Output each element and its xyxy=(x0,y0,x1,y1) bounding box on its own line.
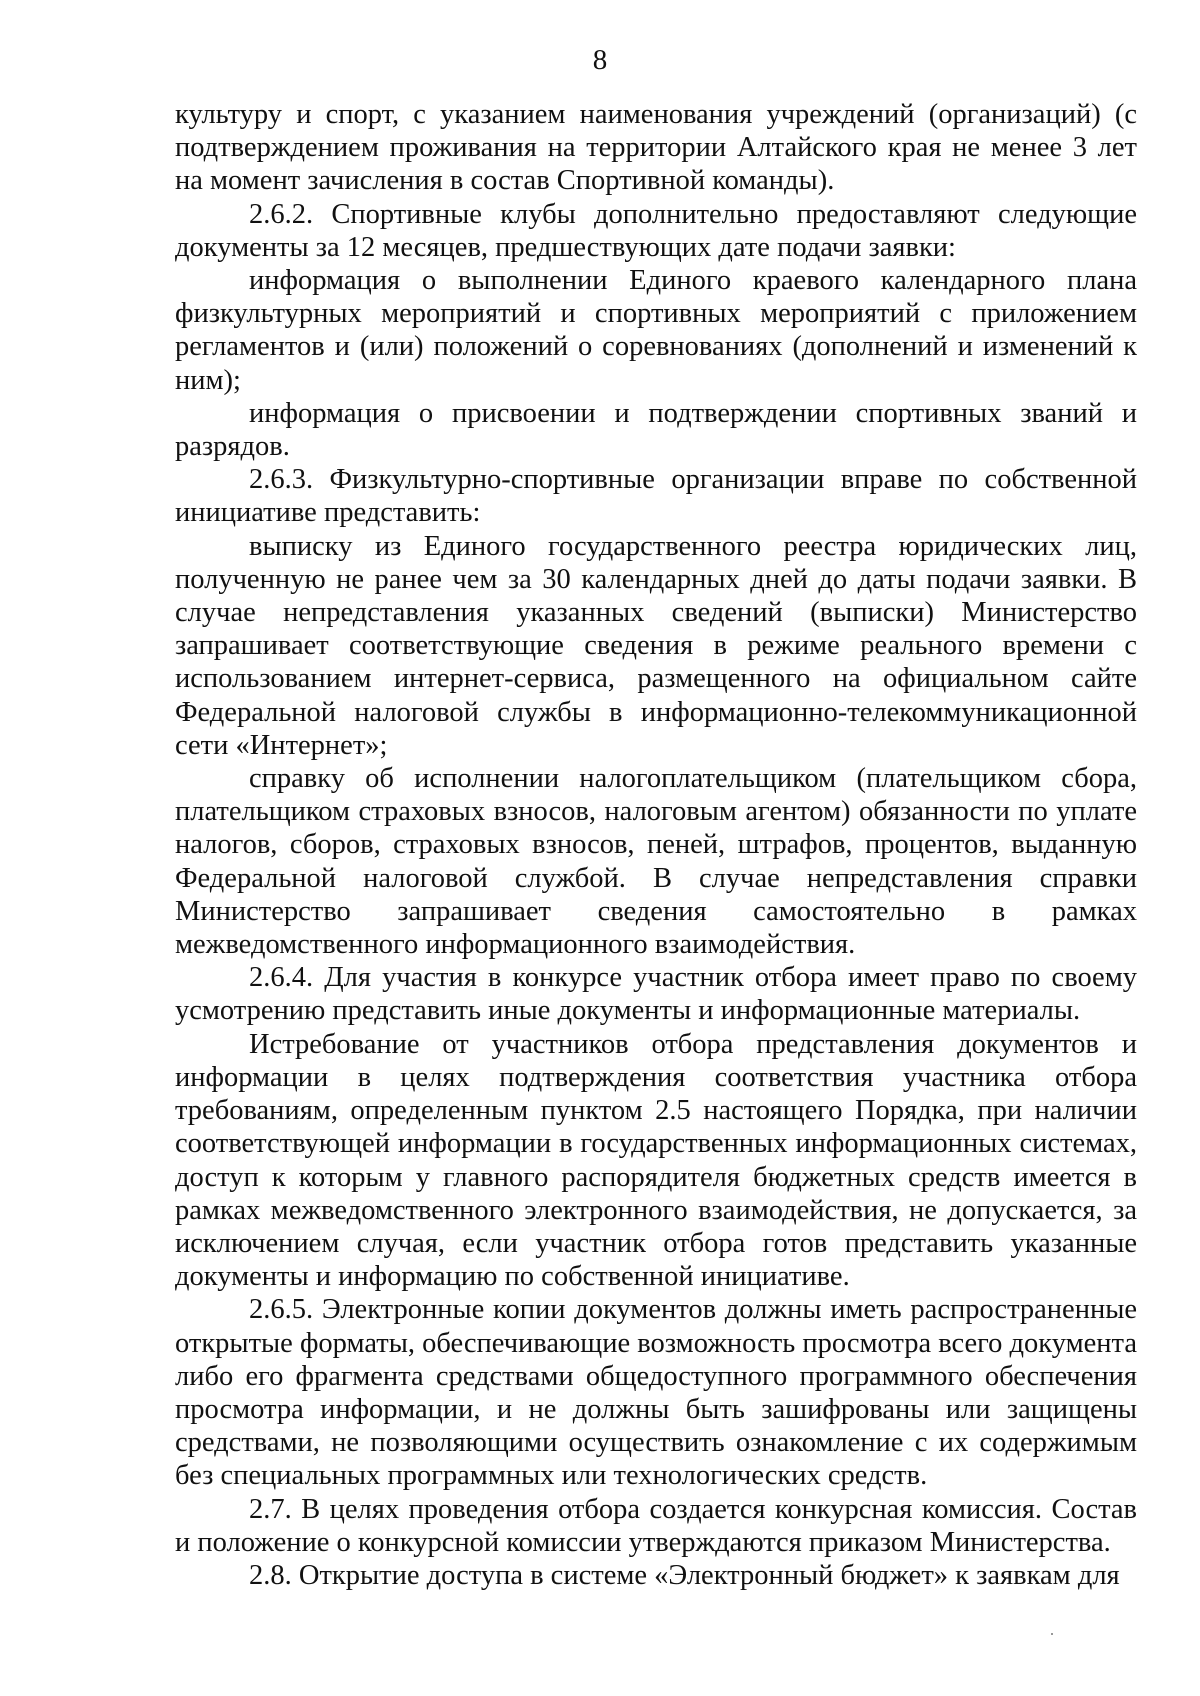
paragraph-sports-titles-info: информация о присвоении и подтверждении спортивных званий и разрядов. xyxy=(175,397,1137,463)
paragraph-2-6-3: 2.6.3. Физкультурно-спортивные организации вправе по собственной инициативе представить: xyxy=(175,464,1137,529)
document-body xyxy=(175,98,1137,1592)
page-number: 8 xyxy=(592,44,608,76)
paragraph-2-7: 2.7. В целях проведения отбора создается конкурсная комиссия. Состав и положение о конкурсной комиссии утверждаются приказом Министерства. xyxy=(175,1493,1137,1558)
paragraph-registry-extract: выписку из Единого государственного реестра юридических лиц, полученную не ранее чем за 30 календарных дней до даты подачи заявки. В случае непредставления указанных сведений (выписки) Министерство запрашивает соответствующие сведения в режиме реального времени с использованием интернет-сервиса, размещенного на официальном сайте Федеральной налоговой службы в информационно-телекоммуникационной сети «Интернет»; xyxy=(175,530,1137,761)
paragraph-tax-certificate: справку об исполнении налогоплательщиком (плательщиком сбора, плательщиком страховых взносов, налоговым агентом) обязанности по уплате налогов, сборов, страховых взносов, пеней, штрафов, процентов, выданную Федеральной налоговой службой. В случае непредставления справки Министерство запрашивает сведения самостоятельно в рамках межведомственного информационного взаимодействия. xyxy=(175,763,1137,961)
paragraph-document-request: Истребование от участников отбора представления документов и информации в целях подтверждения соответствия участника отбора требованиям, определенным пунктом 2.5 настоящего Порядка, при наличии соответствующей информации в государственных информационных системах, доступ к которым у главного распорядителя бюджетных средств имеется в рамках межведомственного электронного взаимодействия, не допускается, за исключением случая, если участник отбора готов представить указанные документы и информацию по собственной инициативе. xyxy=(175,1028,1137,1293)
paragraph-2-6-4: 2.6.4. Для участия в конкурсе участник отбора имеет право по своему усмотрению представить иные документы и информационные материалы. xyxy=(175,962,1137,1027)
paragraph-continuation: культуру и спорт, с указанием наименования учреждений (организаций) (с подтверждением проживания на территории Алтайского края не менее 3 лет на момент зачисления в состав Спортивной команды). xyxy=(175,99,1137,197)
paragraph-2-8: 2.8. Открытие доступа в системе «Электронный бюджет» к заявкам для xyxy=(249,1559,1120,1591)
paragraph-calendar-plan-info: информация о выполнении Единого краевого календарного плана физкультурных мероприятий и спортивных мероприятий с приложением регламентов и (или) положений о соревнованиях (дополнений и изменений к ним); xyxy=(175,265,1137,396)
scan-artifact-dot xyxy=(1051,1633,1053,1635)
paragraph-2-6-2: 2.6.2. Спортивные клубы дополнительно предоставляют следующие документы за 12 месяцев, предшествующих дате подачи заявки: xyxy=(175,198,1137,263)
paragraph-2-6-5: 2.6.5. Электронные копии документов должны иметь распространенные открытые форматы, обеспечивающие возможность просмотра всего документа либо его фрагмента средствами общедоступного программного обеспечения просмотра информации, и не должны быть зашифрованы или защищены средствами, не позволяющими осуществить ознакомление с их содержимым без специальных программных или технологических средств. xyxy=(175,1294,1137,1492)
